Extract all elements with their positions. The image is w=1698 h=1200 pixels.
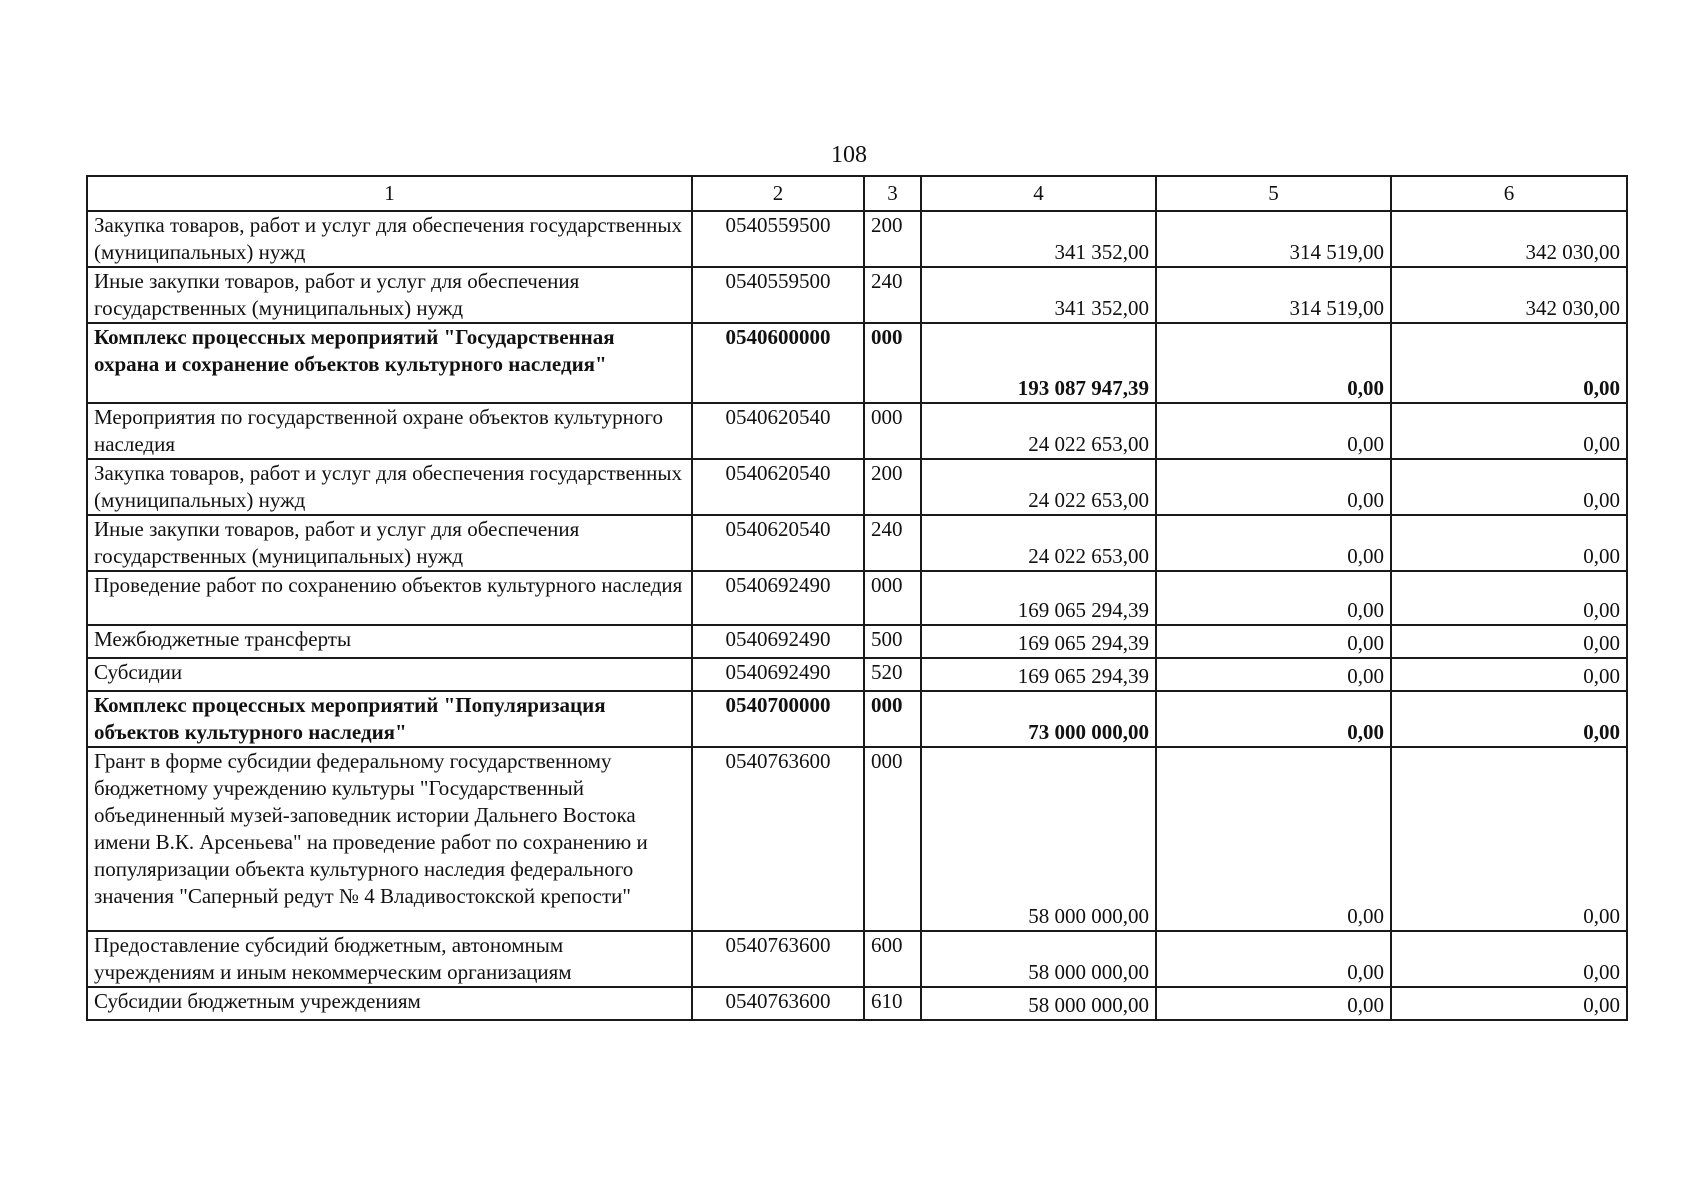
header-cell: 3: [864, 176, 921, 211]
row-target-code: 0540763600: [692, 747, 864, 931]
table-row: [87, 931, 1627, 987]
row-value-col6: 0,00: [1391, 515, 1627, 571]
row-expense-type: 200: [864, 211, 921, 267]
row-target-code: 0540692490: [692, 571, 864, 625]
table-row: [87, 747, 1627, 931]
row-value-col4: 24 022 653,00: [921, 459, 1156, 515]
row-description: Предоставление субсидий бюджетным, автономным учреждениям и иным некоммерческим организациям: [87, 931, 692, 987]
row-value-col5: 0,00: [1156, 987, 1391, 1020]
row-expense-type: 000: [864, 571, 921, 625]
row-value-col6: 342 030,00: [1391, 267, 1627, 323]
row-target-code: 0540620540: [692, 459, 864, 515]
row-value-col6: 0,00: [1391, 931, 1627, 987]
row-value-col5: 0,00: [1156, 403, 1391, 459]
row-target-code: 0540763600: [692, 987, 864, 1020]
row-value-col6: 0,00: [1391, 323, 1627, 403]
table-row: [87, 987, 1627, 1020]
row-expense-type: 520: [864, 658, 921, 691]
row-target-code: 0540700000: [692, 691, 864, 747]
row-value-col4: 169 065 294,39: [921, 625, 1156, 658]
table-row: [87, 211, 1627, 267]
row-value-col5: 0,00: [1156, 691, 1391, 747]
table-row: [87, 658, 1627, 691]
row-value-col5: 314 519,00: [1156, 267, 1391, 323]
row-value-col4: 24 022 653,00: [921, 403, 1156, 459]
row-value-col5: 0,00: [1156, 625, 1391, 658]
row-expense-type: 200: [864, 459, 921, 515]
row-target-code: 0540620540: [692, 515, 864, 571]
row-expense-type: 000: [864, 323, 921, 403]
budget-table: [86, 175, 1628, 1021]
row-value-col6: 342 030,00: [1391, 211, 1627, 267]
row-description: Комплекс процессных мероприятий "Популяризация объектов культурного наследия": [87, 691, 692, 747]
row-value-col6: 0,00: [1391, 691, 1627, 747]
row-expense-type: 240: [864, 267, 921, 323]
header-cell: 5: [1156, 176, 1391, 211]
row-expense-type: 000: [864, 403, 921, 459]
row-value-col5: 0,00: [1156, 515, 1391, 571]
header-cell: 2: [692, 176, 864, 211]
row-description: Комплекс процессных мероприятий "Государственная охрана и сохранение объектов культурного наследия": [87, 323, 692, 403]
table-row: [87, 459, 1627, 515]
row-target-code: 0540600000: [692, 323, 864, 403]
row-value-col5: 0,00: [1156, 931, 1391, 987]
table-row: [87, 691, 1627, 747]
row-expense-type: 610: [864, 987, 921, 1020]
row-description: Субсидии бюджетным учреждениям: [87, 987, 692, 1020]
header-cell: 4: [921, 176, 1156, 211]
row-value-col4: 58 000 000,00: [921, 747, 1156, 931]
row-expense-type: 000: [864, 691, 921, 747]
row-value-col6: 0,00: [1391, 987, 1627, 1020]
row-expense-type: 000: [864, 747, 921, 931]
row-value-col5: 0,00: [1156, 658, 1391, 691]
row-expense-type: 240: [864, 515, 921, 571]
row-value-col4: 341 352,00: [921, 211, 1156, 267]
row-description: Закупка товаров, работ и услуг для обеспечения государственных (муниципальных) нужд: [87, 211, 692, 267]
row-value-col5: 0,00: [1156, 323, 1391, 403]
table-row: [87, 323, 1627, 403]
row-value-col6: 0,00: [1391, 459, 1627, 515]
row-description: Грант в форме субсидии федеральному государственному бюджетному учреждению культуры "Государственный объединенный музей-заповедник истории Дальнего Востока имени В.К. Арсеньева" на проведение работ по сохранению и популяризации объекта культурного наследия федерального значения "Саперный редут № 4 Владивостокской крепости": [87, 747, 692, 931]
table-row: [87, 571, 1627, 625]
row-target-code: 0540559500: [692, 211, 864, 267]
table-row: [87, 625, 1627, 658]
row-value-col4: 341 352,00: [921, 267, 1156, 323]
row-expense-type: 500: [864, 625, 921, 658]
row-value-col4: 58 000 000,00: [921, 987, 1156, 1020]
row-target-code: 0540692490: [692, 625, 864, 658]
row-value-col6: 0,00: [1391, 747, 1627, 931]
row-target-code: 0540559500: [692, 267, 864, 323]
row-value-col5: 0,00: [1156, 571, 1391, 625]
row-description: Проведение работ по сохранению объектов культурного наследия: [87, 571, 692, 625]
header-cell: 1: [87, 176, 692, 211]
row-description: Субсидии: [87, 658, 692, 691]
header-cell: 6: [1391, 176, 1627, 211]
row-value-col4: 24 022 653,00: [921, 515, 1156, 571]
row-value-col4: 193 087 947,39: [921, 323, 1156, 403]
row-value-col5: 314 519,00: [1156, 211, 1391, 267]
row-value-col5: 0,00: [1156, 459, 1391, 515]
row-expense-type: 600: [864, 931, 921, 987]
row-value-col4: 169 065 294,39: [921, 571, 1156, 625]
row-value-col4: 58 000 000,00: [921, 931, 1156, 987]
row-target-code: 0540763600: [692, 931, 864, 987]
row-description: Межбюджетные трансферты: [87, 625, 692, 658]
header-row: [87, 176, 1627, 211]
row-description: Мероприятия по государственной охране объектов культурного наследия: [87, 403, 692, 459]
row-value-col6: 0,00: [1391, 658, 1627, 691]
row-target-code: 0540620540: [692, 403, 864, 459]
row-description: Закупка товаров, работ и услуг для обеспечения государственных (муниципальных) нужд: [87, 459, 692, 515]
page-number: 108: [831, 142, 867, 168]
row-value-col6: 0,00: [1391, 403, 1627, 459]
row-value-col5: 0,00: [1156, 747, 1391, 931]
row-value-col4: 169 065 294,39: [921, 658, 1156, 691]
table-row: [87, 267, 1627, 323]
row-value-col6: 0,00: [1391, 571, 1627, 625]
row-value-col4: 73 000 000,00: [921, 691, 1156, 747]
row-value-col6: 0,00: [1391, 625, 1627, 658]
table-row: [87, 403, 1627, 459]
row-description: Иные закупки товаров, работ и услуг для обеспечения государственных (муниципальных) нужд: [87, 267, 692, 323]
row-description: Иные закупки товаров, работ и услуг для обеспечения государственных (муниципальных) нужд: [87, 515, 692, 571]
table-row: [87, 515, 1627, 571]
row-target-code: 0540692490: [692, 658, 864, 691]
